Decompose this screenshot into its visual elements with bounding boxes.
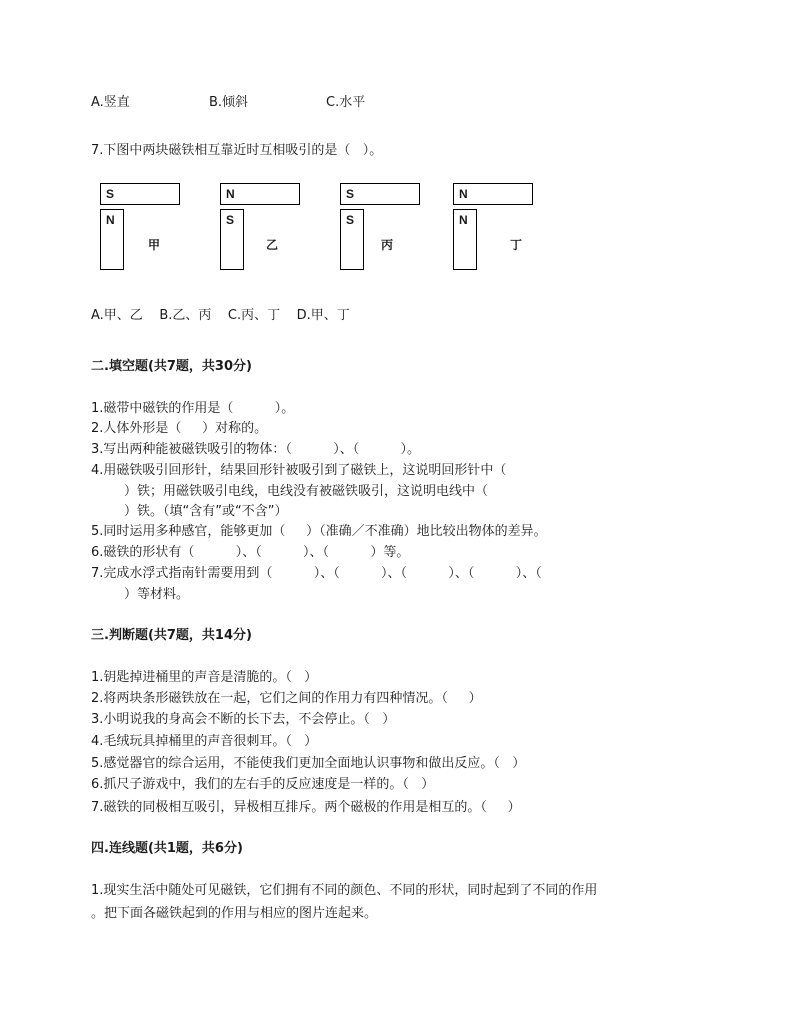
- figure-label: 乙: [266, 238, 279, 252]
- pole-label: S: [346, 213, 355, 227]
- question-line: 2.将两块条形磁铁放在一起，它们之间的作用力有四种情况。（ ）: [91, 691, 482, 706]
- pole-label: S: [106, 187, 115, 201]
- question-line: 1.磁带中磁铁的作用是（ ）。: [91, 401, 295, 416]
- vertical-magnet: [220, 209, 244, 270]
- figure-label: 丙: [381, 238, 394, 252]
- question-line: 5.同时运用多种感官，能够更加（ ）（准确／不准确）地比较出物体的差异。: [91, 524, 547, 539]
- question-line: 4.用磁铁吸引回形针，结果回形针被吸引到了磁铁上，这说明回形针中（: [91, 463, 507, 478]
- horizontal-magnet: [220, 183, 300, 205]
- section-header-matching: 四.连线题(共1题，共6分): [91, 841, 243, 856]
- question-line: 7.磁铁的同极相互吸引，异极相互排斥。两个磁极的作用是相互的。（ ）: [91, 800, 521, 815]
- question-line: 1.现实生活中随处可见磁铁，它们拥有不同的颜色、不同的形状，同时起到了不同的作用: [91, 883, 598, 898]
- horizontal-magnet: [100, 183, 180, 205]
- question-line: 。把下面各磁铁起到的作用与相应的图片连起来。: [91, 906, 378, 921]
- question-line: 6.抓尺子游戏中，我们的左右手的反应速度是一样的。（ ）: [91, 777, 435, 792]
- question-line: 5.感觉器官的综合运用，不能使我们更加全面地认识事物和做出反应。（ ）: [91, 756, 526, 771]
- question-line: 2.人体外形是（ ）对称的。: [91, 421, 268, 436]
- pole-label: N: [106, 213, 115, 227]
- question-line: ）等材料。: [91, 587, 190, 602]
- question-line: 3.小明说我的身高会不断的长下去，不会停止。（ ）: [91, 712, 396, 727]
- figure-label: 甲: [148, 238, 161, 252]
- question-line: 6.磁铁的形状有（ ）、（ ）、（ ）等。: [91, 545, 410, 560]
- pole-label: N: [459, 213, 468, 227]
- q7-question: 7.下图中两块磁铁相互靠近时互相吸引的是（ ）。: [91, 143, 383, 158]
- question-line: 3.写出两种能被磁铁吸引的物体：（ ）、（ ）。: [91, 442, 421, 457]
- section-header-true-false: 三.判断题(共7题，共14分): [91, 628, 252, 643]
- pole-label: S: [346, 187, 355, 201]
- q7-options: A.甲、乙 B.乙、丙 C.丙、丁 D.甲、丁: [91, 308, 350, 323]
- question-line: 7.完成水浮式指南针需要用到（ ）、（ ）、（ ）、（ ）、（: [91, 566, 542, 581]
- pole-label: N: [226, 187, 235, 201]
- question-line: 4.毛绒玩具掉桶里的声音很刺耳。（ ）: [91, 734, 318, 749]
- q6-option-a: A.竖直: [91, 95, 130, 110]
- figure-label: 丁: [510, 238, 523, 252]
- q6-option-c: C.水平: [326, 95, 366, 110]
- question-line: ）铁。（填“含有”或“不含”）: [91, 504, 288, 519]
- vertical-magnet: [340, 209, 364, 270]
- horizontal-magnet: [453, 183, 533, 205]
- vertical-magnet: [100, 209, 124, 270]
- question-line: ）铁；用磁铁吸引电线，电线没有被磁铁吸引，这说明电线中（: [91, 484, 489, 499]
- q6-option-b: B.倾斜: [209, 95, 249, 110]
- pole-label: S: [226, 213, 235, 227]
- question-line: 1.钥匙掉进桶里的声音是清脆的。（ ）: [91, 670, 318, 685]
- horizontal-magnet: [340, 183, 420, 205]
- vertical-magnet: [453, 209, 477, 270]
- section-header-fill-in: 二.填空题(共7题，共30分): [91, 359, 252, 374]
- pole-label: N: [459, 187, 468, 201]
